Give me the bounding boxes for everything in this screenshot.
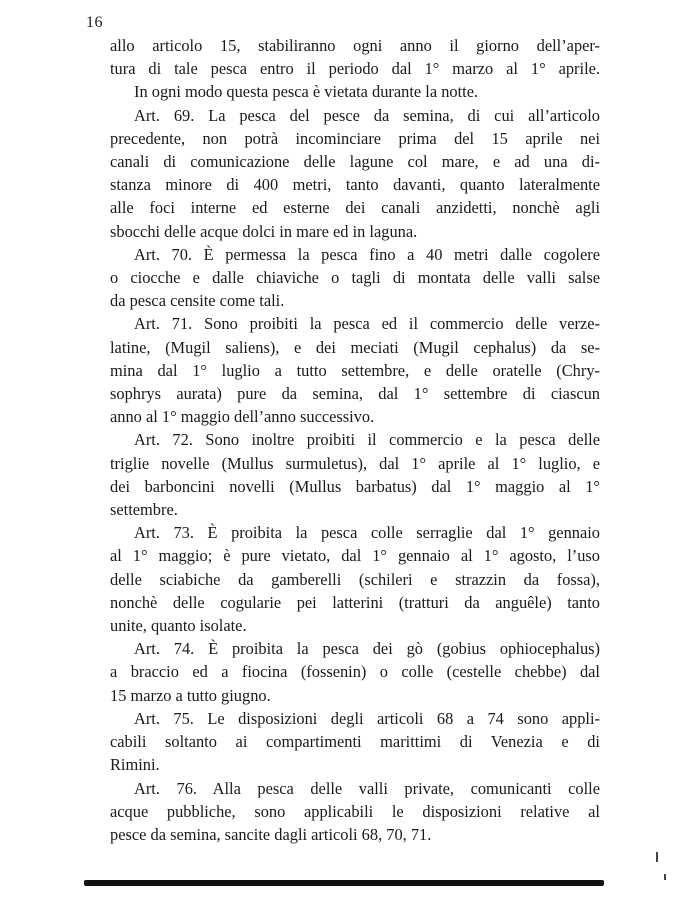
scan-speck	[656, 852, 658, 862]
text-line: 15 marzo a tutto giugno.	[110, 685, 271, 705]
text-line: sophrys aurata) pure da semina, dal 1° settembre di ciascun	[110, 384, 600, 404]
text-line: stanza minore di 400 metri, tanto davanti, quanto lateralmente	[110, 175, 600, 195]
text-line: canali di comunicazione delle lagune col mare, e ad una di-	[110, 152, 600, 172]
text-line: sbocchi delle acque dolci in mare ed in laguna.	[110, 221, 418, 241]
page-number: 16	[86, 14, 103, 31]
text-line: da pesca censite come tali.	[110, 291, 285, 311]
text-line: o ciocche e dalle chiaviche o tagli di montata delle valli salse	[110, 268, 600, 288]
text-line: triglie novelle (Mullus surmuletus), dal 1° aprile al 1° luglio, e	[110, 453, 600, 473]
text-line: unite, quanto isolate.	[110, 616, 247, 636]
text-line: allo articolo 15, stabiliranno ogni anno il giorno dell’aper-	[110, 36, 600, 55]
scan-edge-shadow	[84, 880, 604, 886]
text-line: settembre.	[110, 500, 178, 520]
text-line: dei barboncini novelli (Mullus barbatus) dal 1° maggio al 1°	[110, 476, 600, 496]
text-line: anno al 1° maggio dell’anno successivo.	[110, 407, 375, 427]
text-line: delle sciabiche da gamberelli (schileri e strazzin da fossa),	[110, 569, 600, 589]
scan-speck	[664, 874, 666, 880]
text-line: In ogni modo questa pesca è vietata durante la notte.	[134, 82, 479, 102]
text-line: nonchè delle cogularie pei latterini (tratturi da anguêle) tanto	[110, 592, 600, 612]
text-line: cabili soltanto ai compartimenti marittimi di Venezia e di	[110, 732, 600, 752]
article-73-line: Art. 73. È proibita la pesca colle serraglie dal 1° gennaio	[134, 523, 600, 543]
text-line: acque pubbliche, sono applicabili le disposizioni relative al	[110, 801, 600, 821]
text-line: a braccio ed a fiocina (fossenin) o colle (cestelle chebbe) dal	[110, 662, 600, 682]
article-72-line: Art. 72. Sono inoltre proibiti il commercio e la pesca delle	[134, 430, 600, 450]
text-line: alle foci interne ed esterne dei canali anzidetti, nonchè agli	[110, 198, 600, 218]
text-line: al 1° maggio; è pure vietato, dal 1° gennaio al 1° agosto, l’uso	[110, 546, 600, 566]
text-line: precedente, non potrà incominciare prima del 15 aprile nei	[110, 128, 600, 148]
document-body	[110, 34, 600, 846]
article-75-line: Art. 75. Le disposizioni degli articoli 68 a 74 sono appli-	[134, 708, 600, 728]
text-line: pesce da semina, sancite dagli articoli 68, 70, 71.	[110, 824, 432, 844]
article-71-line: Art. 71. Sono proibiti la pesca ed il commercio delle verze-	[134, 314, 600, 334]
article-70-line: Art. 70. È permessa la pesca fino a 40 metri dalle cogolere	[134, 244, 600, 264]
article-76-line: Art. 76. Alla pesca delle valli private, comunicanti colle	[134, 778, 600, 798]
text-line: Rimini.	[110, 755, 160, 775]
article-74-line: Art. 74. È proibita la pesca dei gò (gobius ophiocephalus)	[134, 639, 600, 659]
text-line: tura di tale pesca entro il periodo dal 1° marzo al 1° aprile.	[110, 59, 600, 79]
article-69-line: Art. 69. La pesca del pesce da semina, di cui all’articolo	[134, 105, 600, 125]
text-line: mina dal 1° luglio a tutto settembre, e delle oratelle (Chry-	[110, 360, 600, 380]
text-line: latine, (Mugil saliens), e dei meciati (Mugil cephalus) da se-	[110, 337, 600, 357]
